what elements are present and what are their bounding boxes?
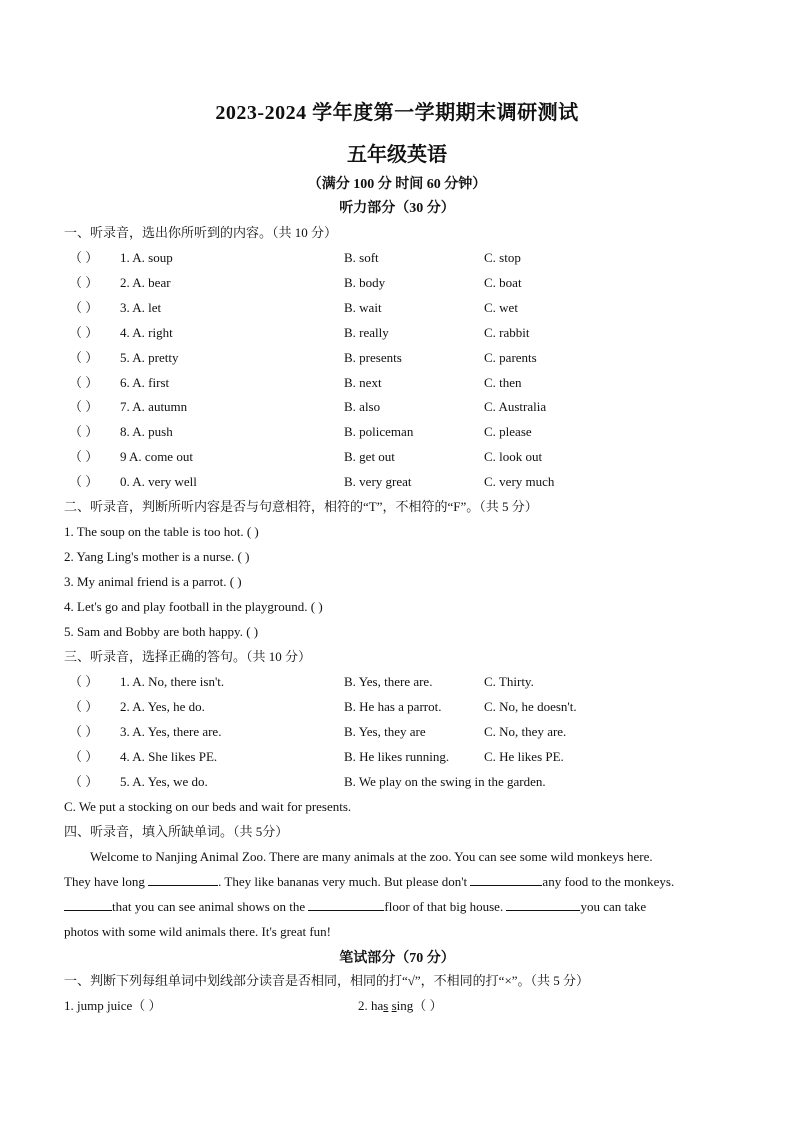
word-part: uice <box>110 998 133 1013</box>
written-q2 <box>358 997 658 1015</box>
part4-passage-line2 <box>64 873 744 891</box>
answer-paren[interactable]: （ ） <box>69 250 99 265</box>
part4-passage-line4: photos with some wild animals there. It's great fun! <box>64 924 331 939</box>
passage-text: They have long <box>64 874 145 889</box>
part1-row <box>64 473 744 491</box>
option-a: 1. A. soup <box>120 250 173 265</box>
option-c: C. wet <box>484 299 518 315</box>
answer-paren[interactable]: （ ） <box>69 424 99 440</box>
option-c: C. Thirty. <box>484 674 534 689</box>
part1-row <box>64 349 744 367</box>
part3-row <box>64 698 744 716</box>
part1-row <box>64 448 744 466</box>
part4-passage-line1: Welcome to Nanjing Animal Zoo. There are many animals at the zoo. You can see some wild monkeys here. <box>90 849 653 864</box>
option-b: B. very great <box>344 474 412 490</box>
passage-text: floor of that big house. <box>384 899 504 914</box>
option-c: C. then <box>484 374 522 390</box>
written-heading: 笔试部分（70 分） <box>339 951 455 966</box>
part1-row <box>64 249 744 267</box>
option-a: 4. A. She likes PE. <box>120 749 218 764</box>
word-part: 2. ha <box>358 998 384 1013</box>
part2-item: 3. My animal friend is a parrot. ( ) <box>64 574 242 589</box>
part3-heading: 三、听录音，选择正确的答句。（共 10 分） <box>64 649 312 664</box>
option-b: B. get out <box>344 449 395 465</box>
part1-row <box>64 423 744 441</box>
part1-row <box>64 274 744 292</box>
part1-row <box>64 299 744 317</box>
option-a: 0. A. very well <box>120 474 197 490</box>
option-b: B. wait <box>344 299 382 315</box>
option-b: B. He has a parrot. <box>344 699 442 714</box>
underlined-letter: j <box>107 998 111 1013</box>
answer-paren[interactable]: （ ） <box>69 324 99 340</box>
answer-paren[interactable]: （ ） <box>69 774 99 789</box>
written-part1-heading: 一、判断下列每组单词中划线部分读音是否相同，相同的打“√”，不相同的打“×”。（共 5 分） <box>64 973 590 988</box>
answer-paren[interactable]: （ ） <box>69 374 99 390</box>
fill-blank-2[interactable] <box>470 873 542 886</box>
part2-item: 4. Let's go and play football in the playground. ( ) <box>64 599 323 614</box>
option-a: 3. A. let <box>120 299 162 315</box>
answer-paren[interactable]: （ ） <box>69 349 99 365</box>
part2-item: 5. Sam and Bobby are both happy. ( ) <box>64 624 259 639</box>
option-c: C. please <box>484 424 532 440</box>
part3-row <box>64 673 744 691</box>
option-a: 8. A. push <box>120 424 173 440</box>
answer-paren[interactable]: （ ） <box>69 674 99 689</box>
option-a: 3. A. Yes, there are. <box>120 724 222 739</box>
option-a: 6. A. first <box>120 374 170 390</box>
fill-blank-1[interactable] <box>148 873 218 886</box>
option-c: C. very much <box>484 474 555 490</box>
answer-paren[interactable]: （ ） <box>69 749 99 764</box>
question-number: 1. <box>64 998 77 1013</box>
answer-paren[interactable]: （ ） <box>69 474 99 490</box>
underlined-letter: s <box>391 998 397 1013</box>
answer-paren[interactable]: （ ） <box>69 399 99 415</box>
answer-paren[interactable]: （ ） <box>69 699 99 714</box>
option-a: 5. A. pretty <box>120 349 179 365</box>
part4-passage-line3 <box>64 898 744 916</box>
option-b: B. next <box>344 374 382 390</box>
option-b: B. presents <box>344 349 402 365</box>
option-c: C. No, they are. <box>484 724 567 739</box>
option-b: B. also <box>344 399 381 415</box>
part3-row <box>64 723 744 741</box>
part3-row <box>64 773 744 791</box>
part2-heading: 二、听录音，判断所听内容是否与句意相符，相符的“T”，不相符的“F”。（共 5 分） <box>64 499 538 514</box>
option-c: C. Australia <box>484 399 547 415</box>
passage-text: you can take <box>580 899 647 914</box>
option-b: B. soft <box>344 250 379 265</box>
option-c: C. parents <box>484 349 537 365</box>
answer-paren[interactable]: （ ） <box>69 724 99 739</box>
underlined-letter: j <box>77 998 81 1013</box>
exam-title: 2023-2024 学年度第一学期期末调研测试 <box>215 102 579 124</box>
option-a: 1. A. No, there isn't. <box>120 674 225 689</box>
option-b: B. We play on the swing in the garden. <box>344 774 546 789</box>
option-c: C. look out <box>484 449 543 465</box>
answer-paren[interactable]: （ ） <box>132 998 162 1013</box>
passage-text: . They like bananas very much. But please don't <box>218 874 468 889</box>
word-part: ing <box>396 998 414 1013</box>
option-a: 2. A. bear <box>120 274 171 290</box>
option-b: B. Yes, they are <box>344 724 426 739</box>
option-c: C. rabbit <box>484 324 530 340</box>
score-time: （满分 100 分 时间 60 分钟） <box>307 177 487 192</box>
part1-heading: 一、听录音，选出你所听到的内容。（共 10 分） <box>64 225 338 240</box>
part1-row <box>64 374 744 392</box>
option-a: 4. A. right <box>120 324 173 340</box>
part3-extra-option: C. We put a stocking on our beds and wait for presents. <box>64 799 352 814</box>
answer-paren[interactable]: （ ） <box>413 998 443 1013</box>
option-b: B. really <box>344 324 389 340</box>
option-c: C. He likes PE. <box>484 749 564 764</box>
answer-paren[interactable]: （ ） <box>69 299 99 315</box>
exam-subtitle: 五年级英语 <box>347 144 447 166</box>
option-c: C. No, he doesn't. <box>484 699 577 714</box>
option-b: B. body <box>344 274 386 290</box>
part4-heading: 四、听录音，填入所缺单词。（共 5分） <box>64 824 289 839</box>
part3-row <box>64 748 744 766</box>
option-b: B. Yes, there are. <box>344 674 433 689</box>
listening-heading: 听力部分（30 分） <box>339 201 455 216</box>
part1-row <box>64 398 744 416</box>
option-b: B. policeman <box>344 424 414 440</box>
word-part: ump <box>80 998 107 1013</box>
part1-row <box>64 324 744 342</box>
answer-paren[interactable]: （ ） <box>69 274 99 290</box>
option-a: 9 A. come out <box>120 449 193 465</box>
option-c: C. stop <box>484 250 521 265</box>
part2-item: 2. Yang Ling's mother is a nurse. ( ) <box>64 549 250 564</box>
passage-text: any food to the monkeys. <box>542 874 675 889</box>
option-a: 5. A. Yes, we do. <box>120 774 208 789</box>
underlined-letter: s <box>383 998 389 1013</box>
option-b: B. He likes running. <box>344 749 450 764</box>
option-c: C. boat <box>484 274 522 290</box>
fill-blank-3[interactable] <box>64 898 112 911</box>
fill-blank-5[interactable] <box>506 898 580 911</box>
fill-blank-4[interactable] <box>308 898 384 911</box>
option-a: 7. A. autumn <box>120 399 188 415</box>
part2-item: 1. The soup on the table is too hot. ( ) <box>64 524 259 539</box>
passage-text: that you can see animal shows on the <box>112 899 306 914</box>
answer-paren[interactable]: （ ） <box>69 449 99 465</box>
option-a: 2. A. Yes, he do. <box>120 699 205 714</box>
